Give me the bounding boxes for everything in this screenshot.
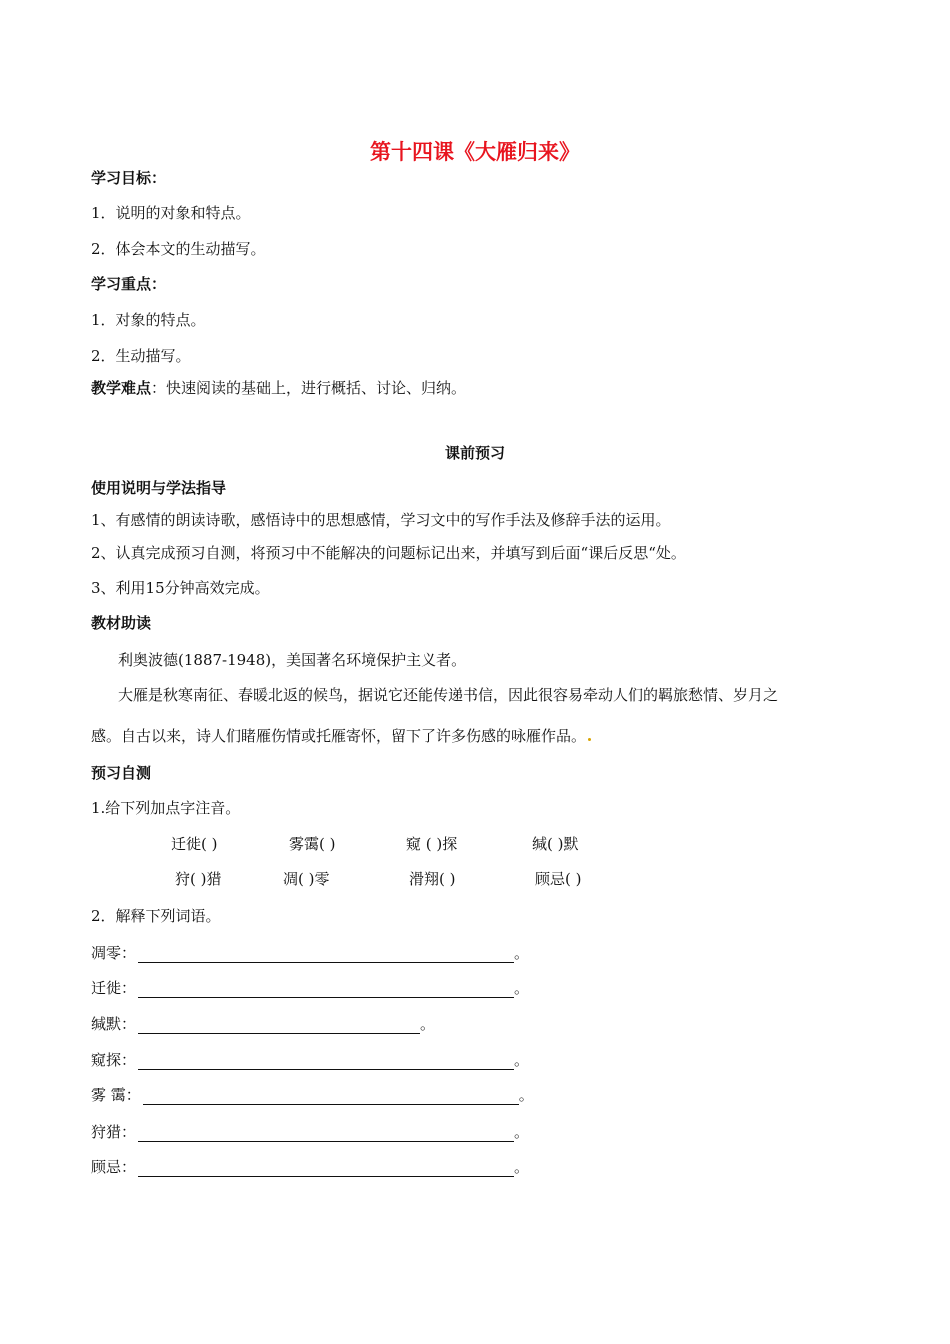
end-mark: 。: [518, 1086, 534, 1104]
material-paragraph-line-1: 大雁是秋寒南征、春暖北返的候鸟，据说它还能传递书信，因此很容易牵动人们的羁旅愁情、岁月之: [118, 686, 779, 704]
yellow-dot-mark: [588, 738, 591, 741]
usage-item: 2、认真完成预习自测，将预习中不能解决的问题标记出来，并填写到后面“课后反思“处。: [91, 544, 686, 562]
focus-heading: 学习重点：: [91, 275, 167, 293]
pinyin-item: 狩( )猎: [175, 870, 222, 888]
focus-item: 2．生动描写。: [91, 347, 191, 365]
term-label: 雾 霭：: [91, 1086, 141, 1104]
term-label: 凋零：: [91, 944, 137, 962]
end-mark: 。: [514, 1123, 530, 1141]
term-row: [91, 942, 529, 963]
goal-item: 2．体会本文的生动描写。: [91, 240, 266, 258]
term-row: [91, 1013, 435, 1034]
goals-heading: 学习目标：: [91, 169, 167, 187]
end-mark: 。: [514, 944, 530, 962]
answer-blank[interactable]: [138, 1125, 514, 1142]
term-label: 狩猎：: [91, 1123, 137, 1141]
end-mark: 。: [514, 979, 530, 997]
answer-blank[interactable]: [138, 981, 514, 998]
usage-item: 1、有感情的朗读诗歌，感悟诗中的思想感情，学习文中的写作手法及修辞手法的运用。: [91, 511, 671, 529]
term-row: [91, 1121, 529, 1142]
selftest-heading: 预习自测: [91, 764, 152, 782]
author-intro: 利奥波德(1887-1948)，美国著名环境保护主义者。: [118, 651, 467, 669]
term-label: 窥探：: [91, 1051, 137, 1069]
answer-blank[interactable]: [138, 946, 514, 963]
question-1: 1.给下列加点字注音。: [91, 799, 241, 817]
term-row: [91, 1084, 534, 1105]
material-paragraph-text: 感。自古以来，诗人们睹雁伤情或托雁寄怀，留下了许多伤感的咏雁作品。: [91, 727, 587, 745]
usage-heading: 使用说明与学法指导: [91, 479, 227, 497]
pinyin-item: 凋( )零: [283, 870, 330, 888]
end-mark: 。: [514, 1158, 530, 1176]
end-mark: 。: [514, 1051, 530, 1069]
pinyin-item: 窥 ( )探: [406, 835, 458, 853]
term-label: 顾忌：: [91, 1158, 137, 1176]
term-label: 迁徙：: [91, 979, 137, 997]
pinyin-item: 顾忌( ): [535, 870, 582, 888]
pinyin-item: 滑翔( ): [409, 870, 456, 888]
answer-blank[interactable]: [138, 1160, 514, 1177]
difficulty-line: [91, 377, 466, 398]
pinyin-item: 迁徙( ): [171, 835, 218, 853]
answer-blank[interactable]: [138, 1053, 514, 1070]
goal-item: 1．说明的对象和特点。: [91, 204, 251, 222]
pinyin-item: 缄( )默: [532, 835, 579, 853]
term-label: 缄默：: [91, 1015, 137, 1033]
question-2: 2．解释下列词语。: [91, 907, 221, 925]
focus-item: 1．对象的特点。: [91, 311, 206, 329]
pinyin-item: 雾霭( ): [289, 835, 336, 853]
term-row: [91, 1156, 529, 1177]
difficulty-label: 教学难点: [91, 379, 152, 397]
material-heading: 教材助读: [91, 614, 152, 632]
usage-item: 3、利用15分钟高效完成。: [91, 579, 270, 597]
difficulty-text: ：快速阅读的基础上，进行概括、讨论、归纳。: [151, 379, 467, 397]
material-paragraph-line-2: [91, 725, 591, 746]
answer-blank[interactable]: [143, 1088, 519, 1105]
term-row: [91, 1049, 529, 1070]
page-title: 第十四课《大雁归来》: [370, 140, 580, 164]
end-mark: 。: [420, 1015, 436, 1033]
preview-heading: 课前预习: [444, 444, 505, 462]
term-row: [91, 977, 529, 998]
answer-blank[interactable]: [138, 1017, 420, 1034]
